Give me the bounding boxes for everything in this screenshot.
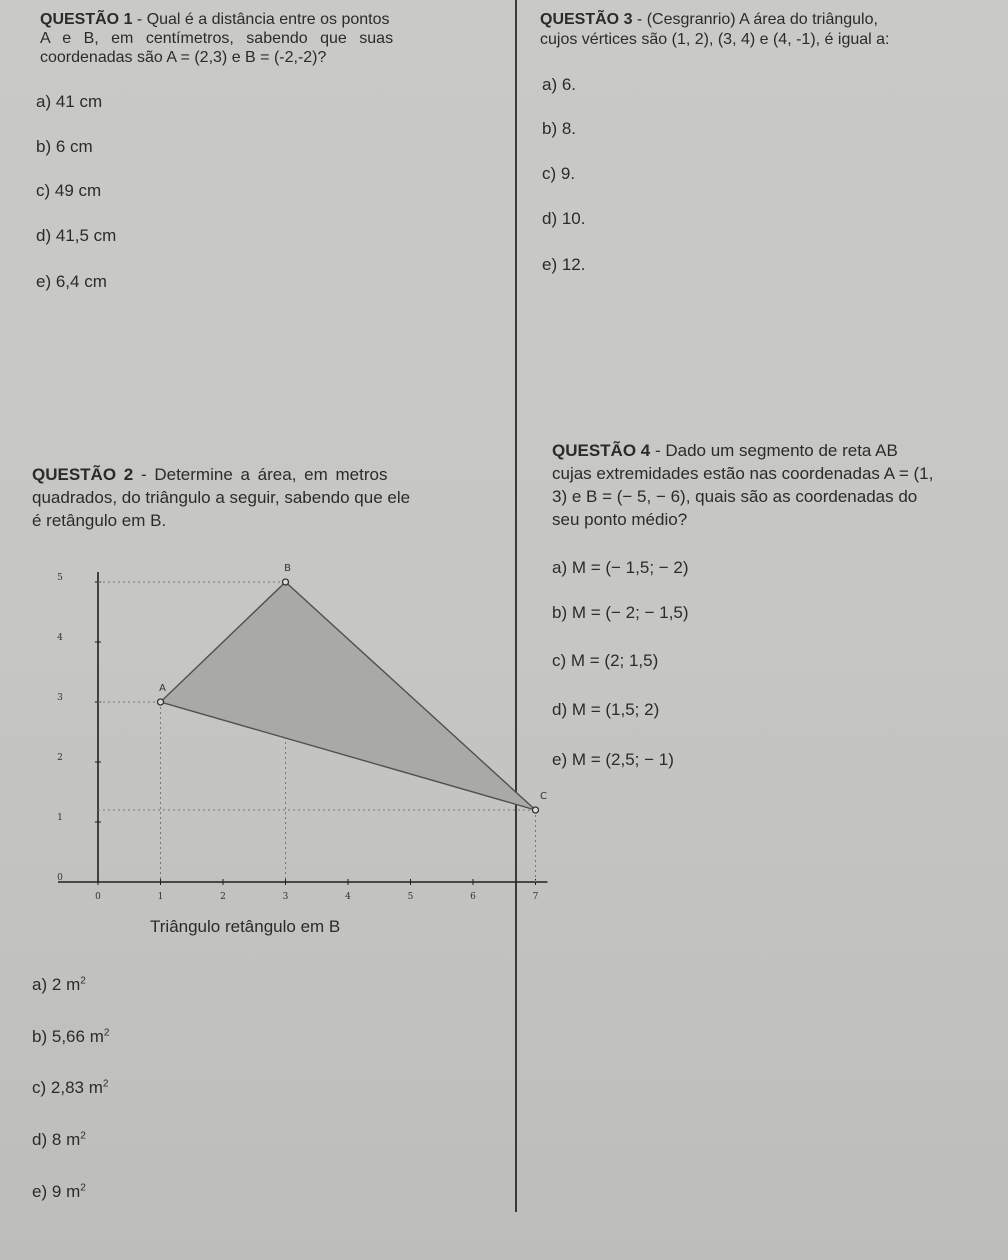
question-1-line-3: coordenadas são A = (2,3) e B = (-2,-2)? — [40, 49, 327, 66]
vertex-b-point — [283, 579, 289, 585]
y-tick-label: 1 — [57, 813, 63, 823]
x-tick-label: 3 — [282, 892, 289, 902]
question-3-option-c[interactable]: c) 9. — [542, 164, 576, 183]
question-1-option-d[interactable]: d) 41,5 cm — [36, 226, 117, 245]
question-1-option-a[interactable]: a) 41 cm — [36, 92, 103, 111]
question-2-option-b[interactable]: b) 5,66 $m^2$ — [32, 1027, 110, 1046]
question-3-option-b[interactable]: b) 8. — [542, 119, 577, 138]
question-4-line-3: 3) e B = (− 5, − 6), quais são as coordenadas do — [552, 487, 918, 506]
question-3-option-a[interactable]: a) 6. — [542, 75, 577, 94]
vertex-a-label: A — [159, 683, 166, 694]
question-4-option-d[interactable]: d) M = (1,5; 2) — [552, 700, 660, 719]
triangle-figure — [30, 555, 547, 915]
question-4-line-4: seu ponto médio? — [552, 510, 688, 529]
question-4-line-2: cujas extremidades estão nas coordenadas A = (1, — [552, 464, 934, 483]
x-tick-label: 7 — [532, 892, 539, 902]
y-tick-label: 4 — [57, 633, 63, 643]
vertex-c-label: C — [540, 791, 547, 802]
question-4-option-a[interactable]: a) M = (− 1,5; − 2) — [552, 558, 689, 577]
question-2-option-d[interactable]: d) 8 $m^2$ — [32, 1130, 86, 1149]
question-2-line-3: é retângulo em B. — [32, 511, 167, 530]
question-4-line-1: QUESTÃO 4 - Dado um segmento de reta AB — [552, 441, 898, 460]
question-2-option-c[interactable]: c) 2,83 $m^2$ — [32, 1078, 109, 1097]
x-tick-label: 1 — [157, 892, 164, 902]
question-1-option-c[interactable]: c) 49 cm — [36, 181, 102, 200]
question-1-option-e[interactable]: e) 6,4 cm — [36, 272, 107, 291]
y-tick-label: 0 — [57, 873, 63, 883]
y-tick-label: 2 — [57, 753, 63, 763]
triangle-abc — [161, 582, 536, 810]
question-3-heading: QUESTÃO 3 — [540, 11, 633, 28]
vertex-c-point — [533, 807, 539, 813]
figure-caption: Triângulo retângulo em B — [150, 917, 341, 936]
question-4-option-b[interactable]: b) M = (− 2; − 1,5) — [552, 603, 689, 622]
question-2-line-2: quadrados, do triângulo a seguir, sabendo que ele — [32, 488, 411, 507]
vertex-a-point — [158, 699, 164, 705]
x-tick-label: 5 — [407, 892, 414, 902]
question-1-line-2: A e B, em centímetros, sabendo que suas — [40, 30, 394, 47]
question-2-option-e[interactable]: e) 9 $m^2$ — [32, 1182, 86, 1201]
question-2-line-1: QUESTÃO 2 - Determine a área, em metros — [32, 465, 388, 484]
vertex-b-label: B — [284, 563, 291, 574]
question-4-option-e[interactable]: e) M = (2,5; − 1) — [552, 750, 674, 769]
x-tick-label: 2 — [220, 892, 226, 902]
question-3-option-e[interactable]: e) 12. — [542, 255, 586, 274]
question-2-heading: QUESTÃO 2 — [32, 465, 134, 484]
x-tick-label: 4 — [345, 892, 351, 902]
question-3-line-1: QUESTÃO 3 - (Cesgranrio) A área do triângulo, — [540, 11, 878, 28]
x-tick-label: 0 — [95, 892, 101, 902]
question-4-option-c[interactable]: c) M = (2; 1,5) — [552, 651, 659, 670]
question-2-option-a[interactable]: a) 2 $m^2$ — [32, 975, 86, 994]
question-4-heading: QUESTÃO 4 — [552, 441, 651, 460]
question-1-option-b[interactable]: b) 6 cm — [36, 137, 93, 156]
question-3-line-2: cujos vértices são (1, 2), (3, 4) e (4, -1), é igual a: — [540, 31, 890, 48]
y-tick-label: 3 — [57, 693, 63, 703]
question-1-heading: QUESTÃO 1 — [40, 11, 133, 28]
question-1-line-1: QUESTÃO 1 - Qual é a distância entre os pontos — [40, 11, 390, 28]
x-tick-label: 6 — [470, 892, 476, 902]
y-tick-label: 5 — [57, 573, 63, 583]
question-3-option-d[interactable]: d) 10. — [542, 209, 586, 228]
